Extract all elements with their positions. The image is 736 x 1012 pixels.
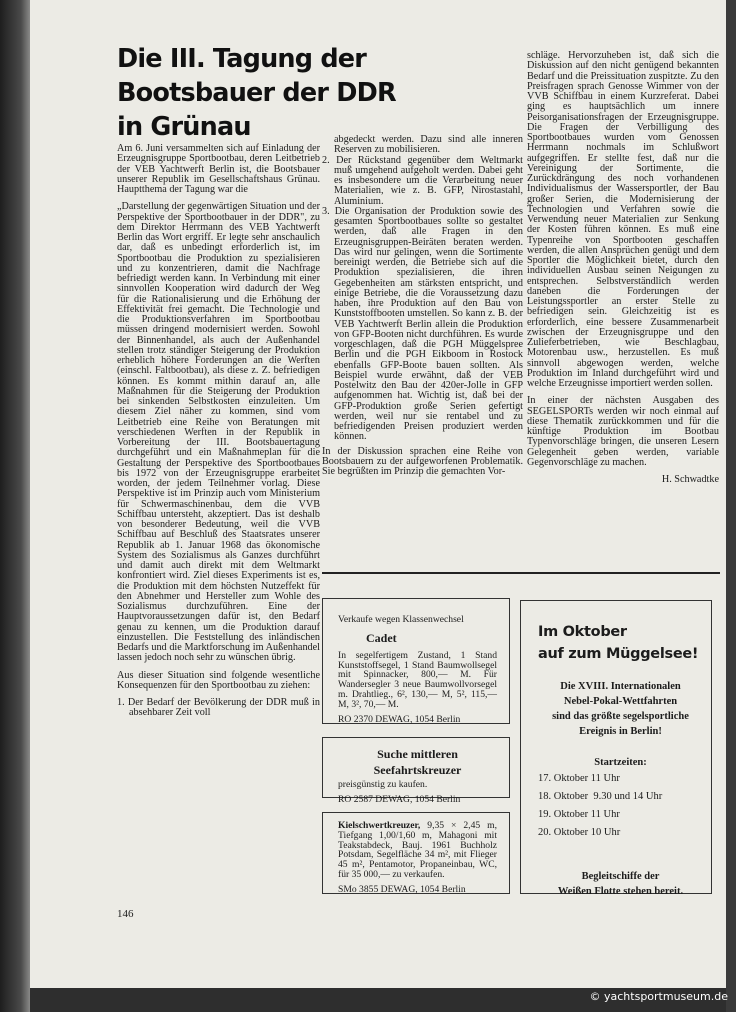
paragraph: schläge. Hervorzuheben ist, daß sich die Diskussion auf den nicht genügend bekannten Bedarf und die Preissituation zuspitzte. Zu den Preisfragen sprach Genosse Wimmer von der VVB Schiffbau in einem Kurzreferat. Dabei ging es hauptsächlich um innere Peisorganisationsfragen der Erzeugnisgruppe. Die Fragen der Verbilligung des Sportbootbaues wurden vom Genossen Herrmann nochmals im Schlußwort aufgegriffen. Er stellte fest, daß nur die Vereinigung der Sortimente, die Zurückdrängung des noch vorhandenen Individualismus der Wassersportler, der Bau großer Serien, die Modernisierung der Technologien und Verfahren sowie die Verwendung neuer Materialien zur Senkung der Kosten führen können. Es muß eine Typenreihe von Sportbooten geschaffen werden, die allen Ansprüchen genügt und dem Sportler die Möglichkeit bietet, durch den individuellen Ausbau seinen Neigungen zu entsprechen. Selbstverständlich werden daneben die Forderungen der Leistungssportler an erster Stelle zu befriedigen sein. Gleichzeitig ist es erforderlich, eine bessere Zusammenarbeit zwischen der Erzeugnisgruppe und den Zulieferbetrieben, wie Beschlagbau, Motorenbau usw., herzustellen. Es muß sinnvoll abgewogen werden, welche Produktion im Inland durchgeführt wird und welche Erzeugnisse importiert werden sollen. xyxy=(527,50,719,389)
text-line: Ereignis in Berlin! xyxy=(579,726,662,737)
ad-code: SMo 3855 DEWAG, 1054 Berlin xyxy=(338,883,466,895)
classified-ad-cadet xyxy=(322,598,510,724)
start-time: 20. Oktober 10 Uhr xyxy=(538,827,621,838)
ad-heading: Suche mittleren xyxy=(377,747,458,761)
ad-heading: Kielschwertkreuzer, xyxy=(338,820,421,831)
ad-intro: Verkaufe wegen Klassenwechsel xyxy=(338,614,464,625)
text-line: Begleitschiffe der xyxy=(581,871,660,882)
book-binding-edge xyxy=(0,0,30,1012)
start-time: 18. Oktober 9.30 und 14 Uhr xyxy=(538,791,663,802)
page-edge xyxy=(726,0,736,1012)
ad-footer xyxy=(538,869,703,899)
list-item: 3. Die Organisation der Produktion sowie des gesamten Sportbootbaues sollte so gestaltet werden, daß alle Fragen in den Erzeugnisgruppen-Beiräten beraten werden. Das wird nur gelingen, wenn die Sortimente bereinigt werden, die Betriebe sich auf die Produktion spezialisieren, die ihren Gegebenheiten am stärksten entspricht, und einige Betriebe, die die Voraussetzung dazu haben, ihre Produktion auf den Bau von Kunststoffbooten umstellen. So kann z. B. der VEB Yachtwerft Berlin allein die Produktion von GFP-Booten nicht durchführen. Es wurde vorgeschlagen, daß die PGH Müggelspree Berlin und die PGH Eikboom in Rostock ebenfalls GFP-Boote bauen sollten. Als Beispiel wurde erwähnt, daß der VEB Postelwitz den Bau der 420er-Jolle in GFP aufgenommen hat. Wichtig ist, daß bei der GFP-Produktion große Serien gefertigt werden, weil nur sie rentabel und zu befriedigenden Preisen produziert werden können. xyxy=(322,205,523,443)
ad-body xyxy=(338,821,497,880)
author-signature: H. Schwadtke xyxy=(661,474,719,485)
start-time: 17. Oktober 11 Uhr xyxy=(538,773,620,784)
text-line: Nebel-Pokal-Wettfahrten xyxy=(563,696,678,707)
text-line: Die XVIII. Internationalen xyxy=(560,681,681,692)
start-times-heading: Startzeiten: xyxy=(594,757,647,768)
section-divider xyxy=(322,572,720,574)
classified-ad-kielschwertkreuzer xyxy=(322,812,510,894)
list-item-continued: abgedeckt werden. Dazu sind alle inneren Reserven zu mobilisieren. xyxy=(334,134,523,156)
article-column-1 xyxy=(117,144,320,719)
list-item: 2. Der Rückstand gegenüber dem Weltmarkt muß umgehend aufgeholt werden. Dabei geht es insbesondere um die Verarbeitung neuer Materialien, wie z. B. GFP, Nirostastahl, Aluminium. xyxy=(322,154,523,207)
article-title: Die III. Tagung der Bootsbauer der DDR in Grünau xyxy=(117,44,396,142)
article-column-2 xyxy=(322,135,523,484)
ad-heading: Cadet xyxy=(366,630,397,645)
text-line: sind das größte segelsportliche xyxy=(552,711,689,722)
page-number: 146 xyxy=(117,908,134,920)
headline-line: Im Oktober xyxy=(538,624,627,640)
classified-ad-seefahrtskreuzer xyxy=(322,737,510,805)
event-ad-nebel-pokal xyxy=(520,600,712,897)
ad-body: preisgünstig zu kaufen. xyxy=(338,779,428,790)
paragraph: Am 6. Juni versammelten sich auf Einladung der Erzeugnisgruppe Sportbootbau, deren Leitbetrieb der VEB Yachtwerft Berlin ist, die Bootsbauer unserer Republik im Gesellschaftshaus Grünau. Hauptthema der Tagung war die xyxy=(117,143,320,195)
ad-headline xyxy=(538,621,703,665)
ad-heading: Seefahrtskreuzer xyxy=(373,763,462,777)
paragraph: In einer der nächsten Ausgaben des SEGELSPORTs werden wir noch einmal auf diese Thematik zurückkommen und für die künftige Produktion im Bootbau Typenvorschläge bringen, die unseren Lesern Gelegenheit geben werden, variable Gegenvorschläge zu machen. xyxy=(527,395,719,468)
paragraph: In der Diskussion sprachen eine Reihe von Bootsbauern zu der aufgeworfenen Problematik. Sie begrüßten im Prinzip die gemachten Vor- xyxy=(322,445,523,477)
ad-body: In segelfertigem Zustand, 1 Stand Kunststoffsegel, 1 Stand Baumwollsegel mit Spinnacker, 800,— M. Für Wandersegler 3 neue Baumwollvorsegel m. Drahtlieg., 6², 130,— M, 5², 115,— M, 3², 70,— M. xyxy=(338,649,497,710)
paragraph: Aus dieser Situation sind folgende wesentliche Konsequenzen für den Sportbootbau zu ziehen: xyxy=(117,669,320,691)
ad-code: RO 2587 DEWAG, 1054 Berlin xyxy=(338,793,461,805)
ad-code: RO 2370 DEWAG, 1054 Berlin xyxy=(338,713,461,725)
headline-line: auf zum Müggelsee! xyxy=(538,646,699,662)
watermark: © yachtsportmuseum.de xyxy=(589,990,728,1003)
article-column-3 xyxy=(527,51,719,492)
list-item: 1. Der Bedarf der Bevölkerung der DDR muß in absehbarer Zeit voll xyxy=(117,697,320,719)
start-time: 19. Oktober 11 Uhr xyxy=(538,809,620,820)
ad-text: 9,35 × 2,45 m, Tiefgang 1,00/1,60 m, Mahagoni mit Teakstabdeck, Bauj. 1961 Buchholz Potsdam, Segelfläche 34 m², mit Flieger 45 m², Pentamotor, Propaneinbau, WC, für 35 000,— zu verkaufen. xyxy=(338,820,497,880)
paragraph: „Darstellung der gegenwärtigen Situation und der Perspektive der Sportbootbauer in der DDR", zu dem Direktor Herrmann des VEB Yachtwerft Berlin das Wort ergriff. Er legte sehr anschaulich dar, daß es unbedingt erforderlich ist, im Sportbootbau die Produktion zu spezialisieren und zu konzentrieren, damit die Nachfrage befriedigt werden kann. In Verbindung mit einer sinnvollen Kooperation wird dadurch der Weg für die Rationalisierung und die Erhöhung der Effektivität frei gemacht. Die Technologie und die Produktionsverfahren im Sportbootbau müssen dringend modernisiert werden. Sowohl der Binnenhandel, als auch der Außenhandel stellen trotz ständiger Steigerung der Produktion erheblich höhere Forderungen an die Werften (einschl. Faltbootbau), als diese z. Z. befriedigen können. Es kommt mithin darauf an, alle Maßnahmen für die Steigerung der Produktion bei sinkenden Selbstkosten einzuleiten. Um diesem Ziel näher zu kommen, sind vom Leitbetrieb eine Reihe von Beratungen mit verschiedenen Werften in der Republik in Vorbereitung der III. Bootsbauertagung durchgeführt und ein Maßnahmeplan für die Gestaltung der Perspektive des Sportbootbaues bis 1972 von der Erzeugnisgruppe erarbeitet worden, der jedem Teilnehmer vorlag. Diese Perspektive ist im Prinzip auch vom Ministerium für Schwermaschinenbau, dem die VVB Schiffbau untersteht, akzeptiert. Das ist deshalb von besonderer Bedeutung, weil die VVB Schiffbau auf Beschluß des Staatsrates unserer Republik ab 1. Januar 1968 das ökonomische System des Sozialismus als Ganzes durchführt und damit auch direkt mit dem Weltmarkt konfrontiert wird. Ziel dieses Experiments ist es, die Produktion mit dem höchsten Nutzeffekt für den Abnehmer und Hersteller zum Wohle des Sozialismus durchzuführen. Eine der Hauptvoraussetzungen dafür ist, den Bedarf genau zu kennen, um die Produktion darauf einzustellen. Die Feststellung des inländischen Bedarfs und die Marktforschung im Außenhandel lassen jedoch noch sehr zu wünschen übrig. xyxy=(117,201,320,664)
text-line: Weißen Flotte stehen bereit. xyxy=(557,886,684,897)
event-description xyxy=(538,679,703,739)
